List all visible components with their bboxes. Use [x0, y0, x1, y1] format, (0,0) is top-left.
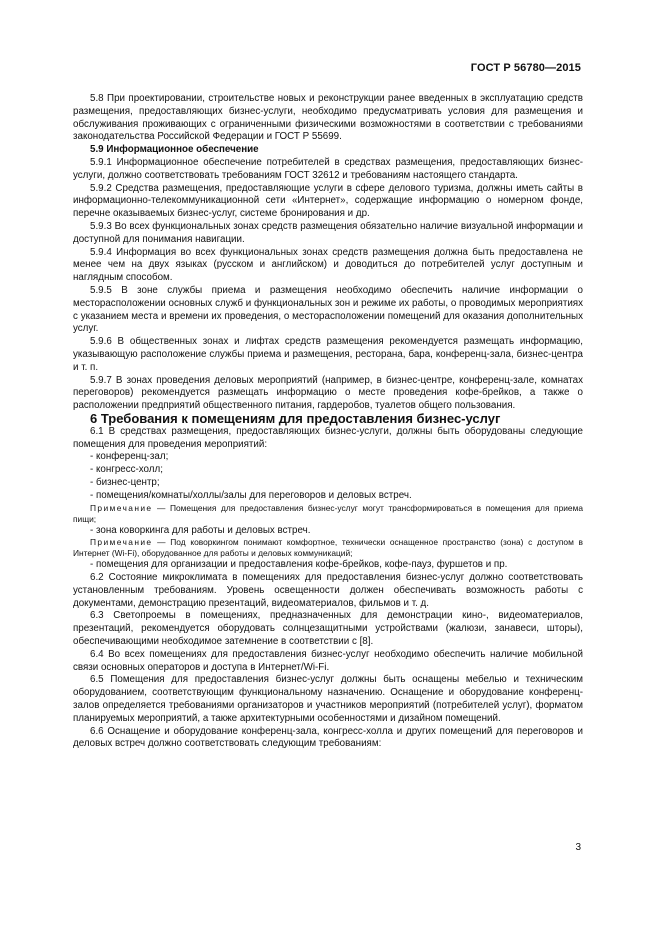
note-text: — Под коворкингом понимают комфортное, технически оснащенное пространство (зона) с доступом в Интернет (Wi-Fi), оборудованное для работы и деловых коммуникаций; [73, 537, 583, 559]
paragraph-6-2: 6.2 Состояние микроклимата в помещениях для предоставления бизнес-услуг должно соответствовать установленным требованиям. Уровень освещенности должен обеспечивать возможность работы с документами, демонстрацию презентаций, видеоматериалов, фильмов и т. д. [73, 572, 583, 609]
list-item: - помещения для организации и предоставления кофе-брейков, кофе-пауз, фуршетов и пр. [90, 559, 508, 571]
note-label: Примечание [90, 502, 153, 513]
paragraph-6-3: 6.3 Светопроемы в помещениях, предназначенных для демонстрации кино-, видеоматериалов, презентаций, рекомендуется оборудовать солнцезащитными устройствами (жалюзи, занавеси, шторы), обеспечивающими необходимое затемнение в соответствии с [8]. [73, 610, 583, 648]
paragraph-5-9-4: 5.9.4 Информация во всех функциональных зонах средств размещения должна быть предоставлена не менее чем на двух языках (русском и английском) и доводиться до потребителей услуг доступным и наглядным способом. [73, 246, 583, 284]
list-item: - конгресс-холл; [90, 464, 163, 476]
section-5-9-title: 5.9 Информационное обеспечение [90, 144, 259, 156]
paragraph-5-8: 5.8 При проектировании, строительстве новых и реконструкции ранее введенных в эксплуатацию средств размещения, предоставляющих бизнес-услуги, необходимо предусматривать условия для размещения и обслуживания проживающих с ограниченными физическими возможностями в соответствии с требованиями законодательства Российской Федерации и ГОСТ Р 55699. [73, 93, 583, 143]
note-2 [73, 537, 583, 559]
note-1 [73, 503, 583, 525]
standard-header: ГОСТ Р 56780—2015 [470, 62, 581, 74]
paragraph-5-9-6: 5.9.6 В общественных зонах и лифтах средств размещения рекомендуется размещать информацию, указывающую расположение службы приема и размещения, ресторана, бара, конференц-зала, бизнес-центра и т. п. [73, 336, 583, 373]
page-number: 3 [575, 842, 581, 853]
list-item: - помещения/комнаты/холлы/залы для переговоров и деловых встреч. [90, 489, 412, 501]
list-item: - зона коворкинга для работы и деловых встреч. [90, 524, 311, 536]
note-text: — Помещения для предоставления бизнес-услуг могут трансформироваться в помещения для приема пищи; [73, 502, 583, 524]
paragraph-5-9-5: 5.9.5 В зоне службы приема и размещения необходимо обеспечить наличие информации о месторасположении основных служб и функциональных зон и режиме их работы, о проводимых мероприятиях с указанием места и времени их проведения, о месторасположении помещений для оказания дополнительных услуг. [73, 284, 583, 335]
document-body [73, 93, 583, 751]
paragraph-6-4: 6.4 Во всех помещениях для предоставления бизнес-услуг необходимо обеспечить наличие мобильной связи основных операторов и доступа в Интернет/Wi-Fi. [73, 648, 583, 673]
paragraph-5-9-7: 5.9.7 В зонах проведения деловых мероприятий (например, в бизнес-центре, конференц-зале, комнатах переговоров) рекомендуется размещать информацию о месте проведения кофе-брейков, а также о расположении предприятий общественного питания, гардеробов, туалетов общего пользования. [73, 374, 583, 412]
paragraph-5-9-1: 5.9.1 Информационное обеспечение потребителей в средствах размещения, предоставляющих бизнес-услуги, должно соответствовать требованиям ГОСТ 32612 и требованиям настоящего стандарта. [73, 156, 583, 181]
paragraph-6-5: 6.5 Помещения для предоставления бизнес-услуг должны быть оснащены мебелью и техническим оборудованием, соответствующим функциональному назначению. Оснащение и оборудование конференц-залов определяется требованиями организаторов и участников мероприятий (потребителей услуг), форматом планируемых мероприятий, а также архитектурными особенностями и дизайном помещений. [73, 674, 583, 724]
list-item: - бизнес-центр; [90, 476, 160, 488]
paragraph-6-6: 6.6 Оснащение и оборудование конференц-зала, конгресс-холла и других помещений для переговоров и деловых встреч должно соответствовать следующим требованиям: [73, 725, 583, 750]
list-item: - конференц-зал; [90, 451, 169, 463]
paragraph-6-1: 6.1 В средствах размещения, предоставляющих бизнес-услуги, должны быть оборудованы следующие помещения для проведения мероприятий: [73, 425, 583, 450]
paragraph-5-9-2: 5.9.2 Средства размещения, предоставляющие услуги в сфере делового туризма, должны иметь сайты в информационно-телекоммуникационной сети «Интернет», содержащие информацию о номерном фонде, перечне оказываемых бизнес-услуг, системе бронирования и др. [73, 182, 583, 220]
note-label: Примечание [90, 537, 153, 548]
section-6-title: 6 Требования к помещениям для предоставления бизнес-услуг [90, 410, 501, 426]
paragraph-5-9-3: 5.9.3 Во всех функциональных зонах средств размещения обязательно наличие визуальной информации и доступной для понимания навигации. [73, 220, 583, 245]
